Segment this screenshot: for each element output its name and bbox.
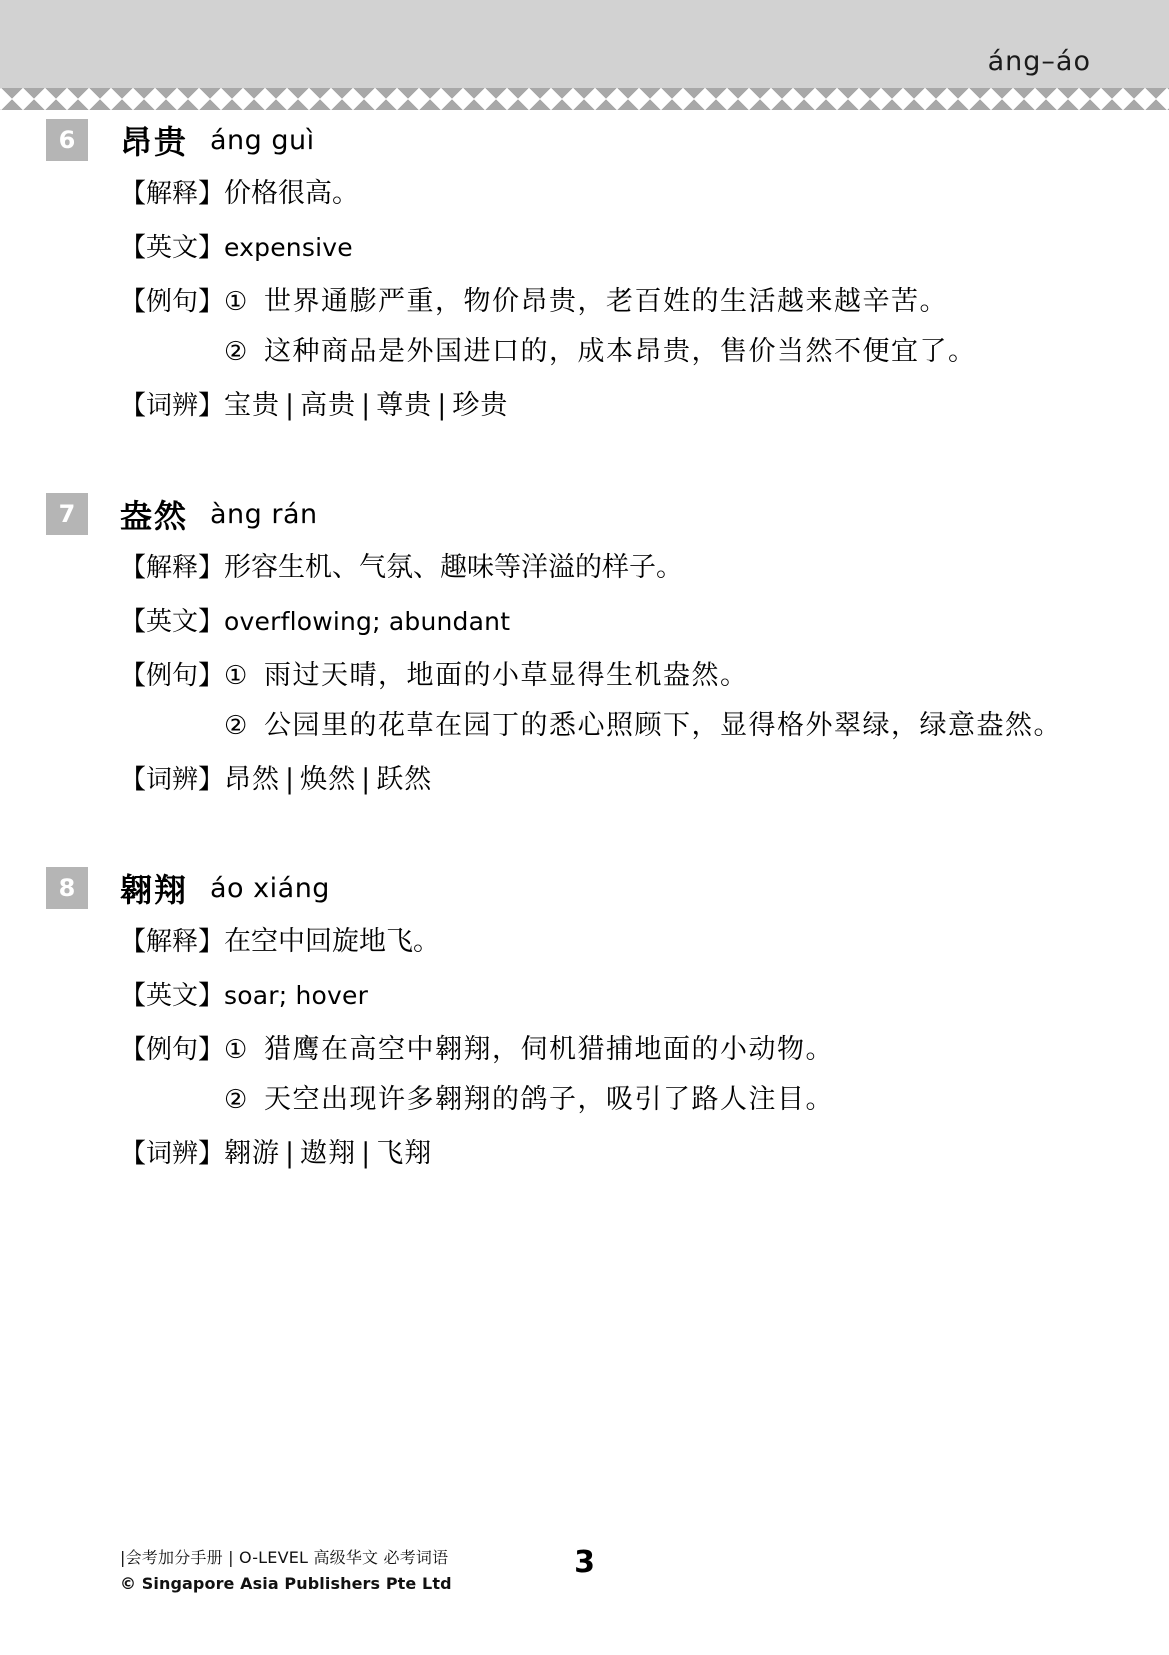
english-text: soar; hover bbox=[224, 981, 369, 1010]
compare-separator: | bbox=[285, 1138, 296, 1169]
compare-row bbox=[120, 1130, 1079, 1178]
entry-number: 8 bbox=[46, 867, 88, 909]
entry-pinyin: áo xiáng bbox=[210, 872, 330, 904]
compare-word: 高贵 bbox=[300, 390, 357, 421]
compare-separator: | bbox=[361, 390, 372, 421]
compare-word: 翱游 bbox=[224, 1138, 281, 1169]
compare-list bbox=[224, 382, 1079, 430]
compare-word: 尊贵 bbox=[376, 390, 433, 421]
compare-label: 【词辨】 bbox=[120, 1139, 225, 1169]
examples-body bbox=[224, 652, 1079, 750]
example-text: 猎鹰在高空中翱翔，伺机猎捕地面的小动物。 bbox=[264, 1034, 835, 1065]
examples-row bbox=[120, 652, 1079, 750]
entry-list bbox=[0, 118, 1169, 1178]
english-label: 【英文】 bbox=[120, 981, 225, 1011]
compare-word: 珍贵 bbox=[452, 390, 509, 421]
page-footer bbox=[0, 1545, 1169, 1615]
entry-header bbox=[58, 866, 1079, 910]
entry-headword: 翱翔 bbox=[120, 871, 189, 909]
example-item bbox=[224, 702, 1079, 750]
example-text: 天空出现许多翱翔的鸽子，吸引了路人注目。 bbox=[264, 1084, 835, 1115]
dictionary-entry bbox=[0, 492, 1169, 804]
examples-body bbox=[224, 1026, 1079, 1124]
entry-number: 6 bbox=[46, 119, 88, 161]
examples-label: 【例句】 bbox=[120, 661, 225, 691]
example-item bbox=[224, 1026, 1079, 1074]
definition-text: 在空中回旋地飞。 bbox=[224, 926, 441, 957]
compare-separator: | bbox=[361, 764, 372, 795]
compare-separator: | bbox=[361, 1138, 372, 1169]
example-marker: ① bbox=[224, 287, 248, 317]
compare-row bbox=[120, 756, 1079, 804]
example-marker: ② bbox=[224, 337, 248, 367]
english-label: 【英文】 bbox=[120, 607, 225, 637]
example-marker: ② bbox=[224, 711, 248, 741]
entry-headword: 盎然 bbox=[120, 497, 189, 535]
compare-separator: | bbox=[437, 390, 448, 421]
compare-word: 昂然 bbox=[224, 764, 281, 795]
english-text: overflowing; abundant bbox=[224, 607, 511, 636]
ornament-strip bbox=[0, 88, 1169, 110]
definition-text: 价格很高。 bbox=[224, 178, 360, 209]
definition-row bbox=[120, 544, 1079, 592]
footer-copyright: © Singapore Asia Publishers Pte Ltd bbox=[120, 1574, 452, 1593]
examples-row bbox=[120, 1026, 1079, 1124]
example-marker: ② bbox=[224, 1085, 248, 1115]
definition-label: 【解释】 bbox=[120, 553, 225, 583]
page-number: 3 bbox=[574, 1545, 595, 1580]
compare-word: 飞翔 bbox=[376, 1138, 433, 1169]
entry-pinyin: àng rán bbox=[210, 498, 318, 530]
compare-word: 焕然 bbox=[300, 764, 357, 795]
running-head: áng–áo bbox=[987, 46, 1091, 77]
compare-label: 【词辨】 bbox=[120, 391, 225, 421]
compare-separator: | bbox=[285, 390, 296, 421]
compare-word: 跃然 bbox=[376, 764, 433, 795]
examples-label: 【例句】 bbox=[120, 287, 225, 317]
entry-number: 7 bbox=[46, 493, 88, 535]
definition-row bbox=[120, 918, 1079, 966]
compare-row bbox=[120, 382, 1079, 430]
example-text: 公园里的花草在园丁的悉心照顾下，显得格外翠绿，绿意盎然。 bbox=[264, 710, 1063, 741]
english-row bbox=[120, 598, 1079, 646]
english-text: expensive bbox=[224, 233, 353, 262]
english-row bbox=[120, 972, 1079, 1020]
examples-row bbox=[120, 278, 1079, 376]
english-row bbox=[120, 224, 1079, 272]
header-band bbox=[0, 0, 1169, 88]
example-text: 世界通膨严重，物价昂贵，老百姓的生活越来越辛苦。 bbox=[264, 286, 949, 317]
compare-list bbox=[224, 756, 1079, 804]
definition-text: 形容生机、气氛、趣味等洋溢的样子。 bbox=[224, 552, 684, 583]
example-item bbox=[224, 278, 1079, 326]
compare-word: 遨翔 bbox=[300, 1138, 357, 1169]
compare-word: 宝贵 bbox=[224, 390, 281, 421]
definition-row bbox=[120, 170, 1079, 218]
compare-separator: | bbox=[285, 764, 296, 795]
example-item bbox=[224, 328, 1079, 376]
compare-label: 【词辨】 bbox=[120, 765, 225, 795]
example-text: 这种商品是外国进口的，成本昂贵，售价当然不便宜了。 bbox=[264, 336, 977, 367]
examples-body bbox=[224, 278, 1079, 376]
ornament-diamonds bbox=[0, 88, 1169, 110]
definition-label: 【解释】 bbox=[120, 179, 225, 209]
example-text: 雨过天晴，地面的小草显得生机盎然。 bbox=[264, 660, 749, 691]
examples-label: 【例句】 bbox=[120, 1035, 225, 1065]
compare-list bbox=[224, 1130, 1079, 1178]
footer-series: |会考加分手册 | O-LEVEL 高级华文 必考词语 bbox=[120, 1548, 449, 1567]
definition-label: 【解释】 bbox=[120, 927, 225, 957]
dictionary-entry bbox=[0, 118, 1169, 430]
example-marker: ① bbox=[224, 1035, 248, 1065]
example-item bbox=[224, 1076, 1079, 1124]
entry-pinyin: áng guì bbox=[210, 124, 315, 156]
english-label: 【英文】 bbox=[120, 233, 225, 263]
entry-header bbox=[58, 492, 1079, 536]
example-marker: ① bbox=[224, 661, 248, 691]
entry-header bbox=[58, 118, 1079, 162]
dictionary-entry bbox=[0, 866, 1169, 1178]
entry-headword: 昂贵 bbox=[120, 123, 189, 161]
example-item bbox=[224, 652, 1079, 700]
